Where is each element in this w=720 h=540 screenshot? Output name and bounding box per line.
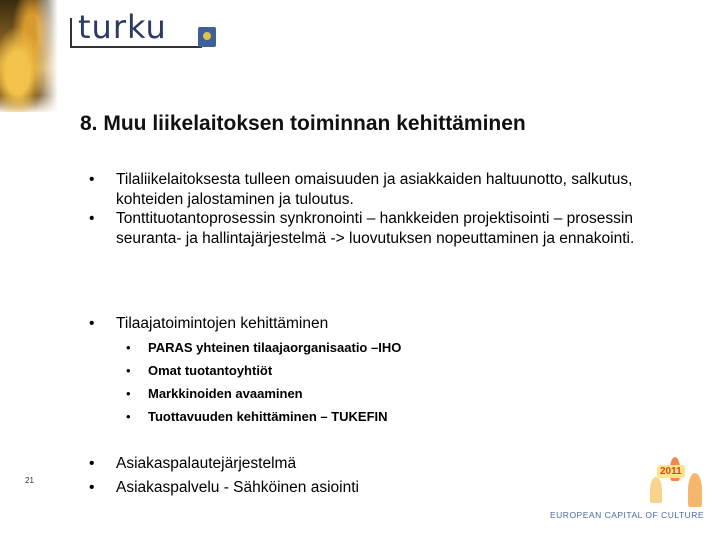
list-item-text: Asiakaspalvelu - Sähköinen asiointi [116,479,359,496]
sub-list-item-text: Markkinoiden avaaminen [148,386,303,401]
sub-list-item-text: Omat tuotantoyhtiöt [148,363,273,378]
list-item [0,209,656,248]
list-item-text: Tilaliikelaitoksesta tulleen omaisuuden ja asiakkaiden haltuunotto, salkutus, kohteiden jalostaminen ja tuloutus. [116,171,633,208]
page-number: 21 [25,476,34,485]
logo-text: turku [78,8,167,46]
list-item-text: Tonttituotantoprosessin synkronointi – hankkeiden projektisointi – prosessin seuranta- ja hallintajärjestelmä -> luovutuksen nopeuttaminen ja ennakointi. [116,210,635,247]
sub-list-item-text: Tuottavuuden kehittäminen – TUKEFIN [148,409,388,424]
corner-decorative-photo [0,0,58,112]
sub-bullet-list [0,336,688,428]
list-item [0,314,656,334]
bullet-list-group1 [0,170,656,248]
turku-crest-icon [198,27,216,47]
ecoc-text: EUROPEAN CAPITAL OF CULTURE [550,510,705,520]
sub-list-item [0,405,688,428]
flame-shape [650,477,662,503]
sub-list-item [0,336,688,359]
slide-title: 8. Muu liikelaitoksen toiminnan kehittäminen [80,112,526,135]
flame-shape [688,473,702,507]
ecoc-year: 2011 [657,465,685,478]
bullet-icon: • [89,455,95,472]
sub-list-item [0,382,688,405]
list-item-text: Asiakaspalautejärjestelmä [116,455,297,472]
sub-bullet-icon: • [126,363,131,378]
sub-bullet-icon: • [126,386,131,401]
bullet-icon: • [89,479,95,496]
bullet-icon: • [89,315,95,332]
sub-list-item-text: PARAS yhteinen tilaajaorganisaatio –IHO [148,340,402,355]
sub-bullet-icon: • [126,409,131,424]
list-item [0,170,656,209]
list-item-text: Tilaajatoimintojen kehittäminen [116,315,329,332]
sub-list-item [0,359,688,382]
bullet-icon: • [89,171,95,188]
bullet-list-group2 [0,314,656,334]
ecoc-2011-logo-icon [550,455,710,525]
sub-bullet-icon: • [126,340,131,355]
bullet-icon: • [89,210,95,227]
